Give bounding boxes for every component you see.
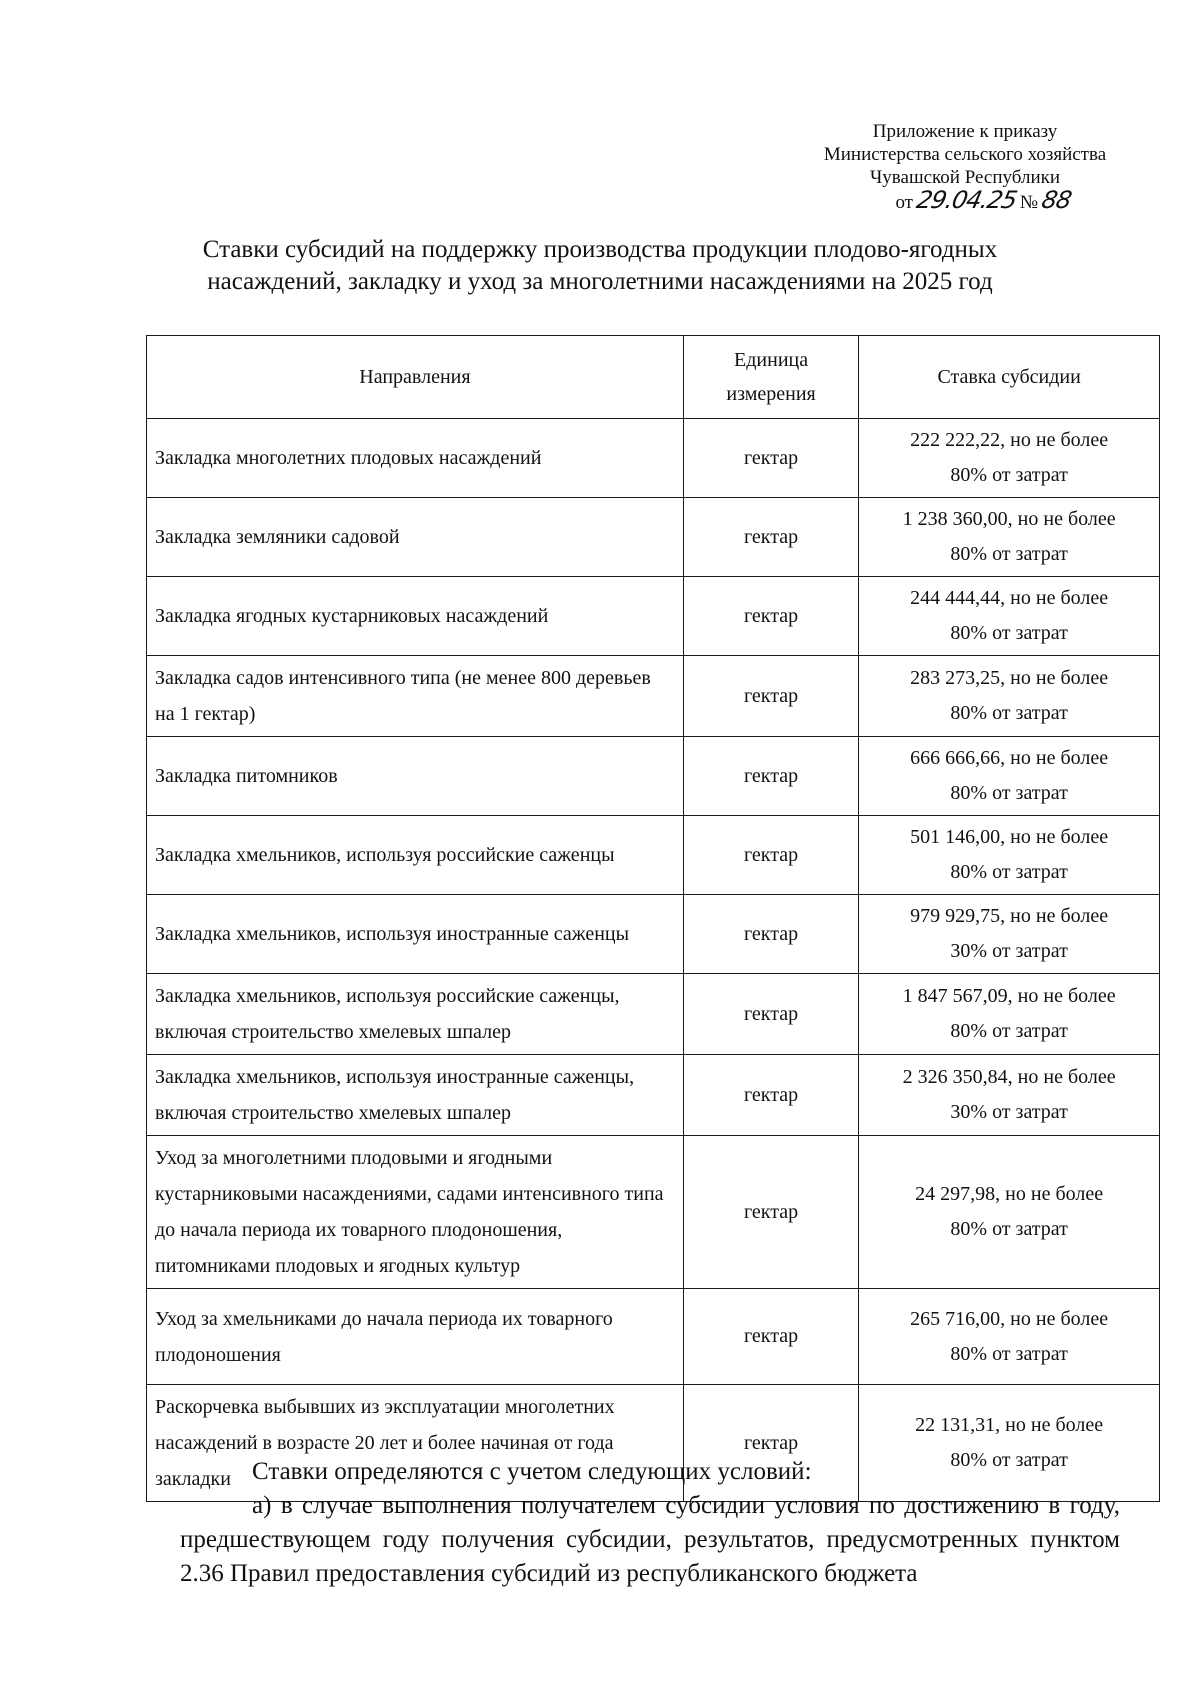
appendix-line-3: Чувашской Республики xyxy=(869,167,1061,188)
table-row xyxy=(147,816,1160,895)
number-label: № xyxy=(1019,192,1039,213)
row-direction: Закладка хмельников, используя иностранные саженцы, включая строительство хмелевых шпалер xyxy=(147,1055,684,1136)
rate-limit: 80% от затрат xyxy=(950,782,1068,804)
table-body xyxy=(147,419,1160,1502)
appendix-line-2: Министерства сельского хозяйства xyxy=(823,144,1107,165)
row-rate xyxy=(859,737,1160,816)
header-unit-line-2: измерения xyxy=(726,383,816,405)
appendix-date-line xyxy=(800,186,1130,214)
rate-value: 283 273,25, но не более xyxy=(910,667,1109,689)
rate-value: 222 222,22, но не более xyxy=(910,429,1109,451)
table-row xyxy=(147,1289,1160,1385)
subsidy-rates-table xyxy=(146,335,1160,1502)
row-direction: Закладка садов интенсивного типа (не менее 800 деревьев на 1 гектар) xyxy=(147,656,684,737)
table-row xyxy=(147,656,1160,737)
title-line-2: насаждений, закладку и уход за многолетними насаждениями на 2025 год xyxy=(207,268,993,295)
rate-limit: 80% от затрат xyxy=(950,622,1068,644)
rate-value: 1 238 360,00, но не более xyxy=(902,508,1116,530)
rate-limit: 80% от затрат xyxy=(950,1449,1068,1471)
row-direction: Закладка питомников xyxy=(147,737,684,816)
row-rate xyxy=(859,577,1160,656)
row-direction: Закладка многолетних плодовых насаждений xyxy=(147,419,684,498)
document-title xyxy=(150,234,1050,298)
header-rate: Ставка субсидии xyxy=(859,336,1160,419)
row-rate xyxy=(859,1136,1160,1289)
rate-limit: 30% от затрат xyxy=(950,1101,1068,1123)
row-unit: гектар xyxy=(683,419,858,498)
rate-value: 2 326 350,84, но не более xyxy=(902,1066,1116,1088)
rate-limit: 80% от затрат xyxy=(950,1342,1068,1365)
row-unit: гектар xyxy=(683,1385,858,1502)
table-row xyxy=(147,737,1160,816)
row-direction: Закладка ягодных кустарниковых насаждений xyxy=(147,577,684,656)
row-direction: Раскорчевка выбывших из эксплуатации многолетних насаждений в возрасте 20 лет и более начиная от года закладки xyxy=(147,1385,684,1502)
header-unit xyxy=(683,336,858,419)
table-row xyxy=(147,1055,1160,1136)
header-unit-line-1: Единица xyxy=(734,349,809,371)
rate-value: 1 847 567,09, но не более xyxy=(902,985,1116,1007)
appendix-header xyxy=(800,120,1130,214)
row-rate xyxy=(859,974,1160,1055)
table-row xyxy=(147,498,1160,577)
rate-limit: 80% от затрат xyxy=(950,464,1068,486)
rate-value: 979 929,75, но не более xyxy=(910,905,1109,927)
row-unit: гектар xyxy=(683,1055,858,1136)
rate-limit: 80% от затрат xyxy=(950,543,1068,565)
title-line-1: Ставки субсидий на поддержку производства продукции плодово-ягодных xyxy=(202,236,998,263)
table-row xyxy=(147,1136,1160,1289)
row-rate xyxy=(859,656,1160,737)
table-row xyxy=(147,895,1160,974)
rate-value: 244 444,44, но не более xyxy=(910,587,1109,609)
rate-value: 22 131,31, но не более xyxy=(915,1414,1104,1436)
handwritten-date: 29.04.25 xyxy=(914,186,1019,214)
row-rate xyxy=(859,1055,1160,1136)
row-unit: гектар xyxy=(683,974,858,1055)
rate-limit: 80% от затрат xyxy=(950,1218,1068,1240)
rate-limit: 30% от затрат xyxy=(950,940,1068,962)
condition-paragraph-a: а) в случае выполнения получателем субсидии условия по достижению в году, предшествующем году получения субсидии, результатов, предусмотренных пунктом 2.36 Правил предоставления субсидий из республиканского бюджета xyxy=(180,1492,1120,1587)
appendix-line-1: Приложение к приказу xyxy=(872,121,1058,142)
rate-value: 24 297,98, но не более xyxy=(915,1183,1104,1205)
rate-value: 501 146,00, но не более xyxy=(910,826,1109,848)
row-unit: гектар xyxy=(683,1136,858,1289)
row-unit: гектар xyxy=(683,737,858,816)
rate-value: 666 666,66, но не более xyxy=(910,747,1109,769)
row-unit: гектар xyxy=(683,498,858,577)
row-rate xyxy=(859,895,1160,974)
row-direction: Уход за многолетними плодовыми и ягодными кустарниковыми насаждениями, садами интенсивного типа до начала периода их товарного плодоношения, питомниками плодовых и ягодных культур xyxy=(147,1136,684,1289)
table-row xyxy=(147,419,1160,498)
row-unit: гектар xyxy=(683,1289,858,1385)
rate-limit: 80% от затрат xyxy=(950,702,1068,724)
row-unit: гектар xyxy=(683,895,858,974)
date-prefix: от xyxy=(895,192,913,213)
row-rate xyxy=(859,498,1160,577)
rate-limit: 80% от затрат xyxy=(950,861,1068,883)
row-direction: Закладка хмельников, используя российские саженцы, включая строительство хмелевых шпалер xyxy=(147,974,684,1055)
conditions-text xyxy=(180,1455,1120,1591)
handwritten-number: 88 xyxy=(1039,186,1074,214)
rate-value: 265 716,00, но не более xyxy=(910,1307,1109,1330)
row-rate xyxy=(859,419,1160,498)
row-direction: Закладка земляники садовой xyxy=(147,498,684,577)
row-unit: гектар xyxy=(683,577,858,656)
conditions-lead: Ставки определяются с учетом следующих условий: xyxy=(252,1458,812,1485)
table-row xyxy=(147,577,1160,656)
table-row xyxy=(147,974,1160,1055)
row-unit: гектар xyxy=(683,656,858,737)
row-rate xyxy=(859,816,1160,895)
rate-limit: 80% от затрат xyxy=(950,1020,1068,1042)
header-direction: Направления xyxy=(147,336,684,419)
row-direction: Закладка хмельников, используя иностранные саженцы xyxy=(147,895,684,974)
row-unit: гектар xyxy=(683,816,858,895)
table-header-row xyxy=(147,336,1160,419)
row-rate xyxy=(859,1289,1160,1385)
row-direction: Закладка хмельников, используя российские саженцы xyxy=(147,816,684,895)
row-direction: Уход за хмельниками до начала периода их товарного плодоношения xyxy=(147,1289,684,1385)
